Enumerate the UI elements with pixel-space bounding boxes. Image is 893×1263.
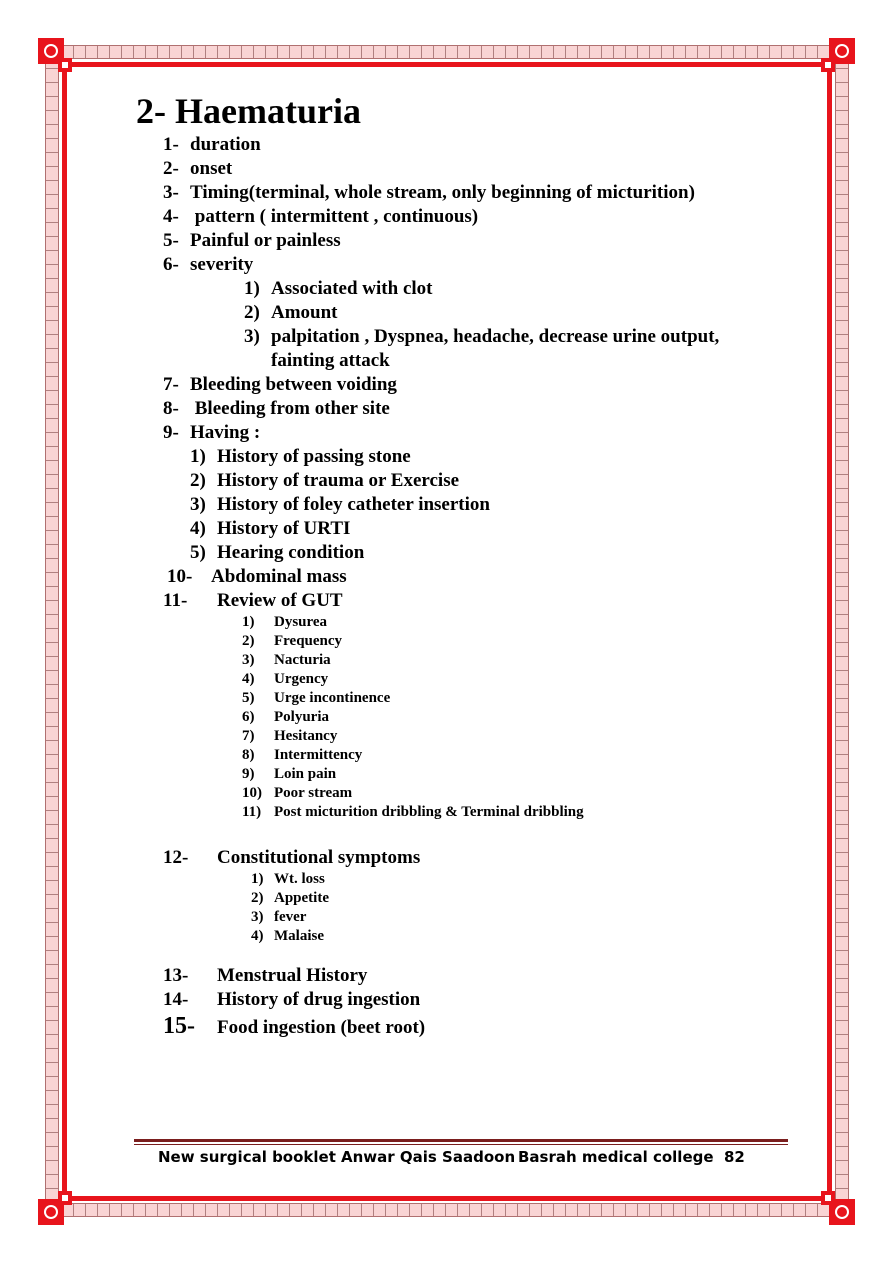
item-text: Hearing condition [217,542,365,563]
item-number: 4) [242,671,255,687]
item-text: duration [190,134,261,155]
sub-list-item [242,690,390,707]
item-text: Urge incontinence [274,690,391,706]
item-text: History of trauma or Exercise [217,470,460,491]
item-text: Malaise [274,928,324,944]
item-text: Frequency [274,633,343,649]
item-text: Abdominal mass [211,566,347,587]
list-item [163,989,420,1011]
item-number: 3) [244,326,260,347]
list-item [163,158,232,180]
item-number: 4- [163,206,179,227]
item-number: 3- [163,182,179,203]
item-number: 10- [167,566,193,587]
corner-ornament-bottom-left [36,1187,76,1227]
item-number: 3) [251,909,264,925]
item-number: 1- [163,134,179,155]
item-text: History of drug ingestion [217,989,421,1010]
item-number: 2) [244,302,260,323]
sub-list-item [242,633,342,650]
sub-list-item [242,766,336,783]
item-text: Poor stream [274,785,353,801]
item-text: Intermittency [274,747,363,763]
item-number: 1) [244,278,260,299]
item-number: 5) [242,690,255,706]
sub-list-item [251,871,325,888]
item-number: 1) [242,614,255,630]
item-text: Post micturition dribbling & Terminal dribbling [274,804,584,820]
item-text: Timing(terminal, whole stream, only beginning of micturition) [190,182,695,203]
item-number: 3) [190,494,206,515]
sub-list-item [244,350,390,372]
item-text: onset [190,158,233,179]
sub-list-item [244,278,432,300]
item-text: palpitation , Dyspnea, headache, decrease urine output, [271,326,720,347]
sub-list-item [244,326,719,348]
sub-list-item [190,470,459,492]
sub-list-item [242,614,327,631]
item-text: Painful or painless [190,230,341,251]
sub-list-item [244,302,338,324]
list-item [163,230,341,252]
item-number: 2) [190,470,206,491]
item-text: fainting attack [271,350,390,371]
item-text: Having : [190,422,261,443]
footer-booklet-name: New surgical booklet [158,1148,336,1166]
item-number: 7- [163,374,179,395]
list-item [163,182,695,204]
footer-author: Anwar Qais Saadoon [341,1148,516,1166]
item-number: 4) [251,928,264,944]
border-band-bottom [62,1203,832,1217]
item-text: History of passing stone [217,446,411,467]
item-text: fever [274,909,307,925]
sub-list-item [242,728,337,745]
border-band-right [835,62,849,1202]
corner-ornament-top-left [36,36,76,76]
border-line-top [62,62,832,67]
item-text: Associated with clot [271,278,433,299]
item-text: Polyuria [274,709,329,725]
item-number: 9- [163,422,179,443]
item-number: 4) [190,518,206,539]
item-number: 8) [242,747,255,763]
item-text: Food ingestion (beet root) [217,1017,426,1038]
item-number: 1) [251,871,264,887]
item-number: 2) [251,890,264,906]
sub-list-item [242,804,584,821]
list-item [167,566,347,588]
item-number: 6) [242,709,255,725]
item-number: 11) [242,804,262,820]
item-text: Nacturia [274,652,331,668]
border-band-top [62,45,832,59]
list-item [163,847,420,869]
item-text: Loin pain [274,766,337,782]
item-text: severity [190,254,254,275]
item-number: 1) [190,446,206,467]
corner-ornament-top-right [817,36,857,76]
item-number: 11- [163,590,188,611]
corner-ornament-bottom-right [817,1187,857,1227]
item-number: 13- [163,965,189,986]
item-number: 10) [242,785,262,801]
item-text: Urgency [274,671,329,687]
border-line-left [62,62,67,1201]
border-band-left [45,62,59,1202]
item-number: 3) [242,652,255,668]
footer-rule [134,1139,788,1142]
list-item [163,374,397,396]
item-text: History of foley catheter insertion [217,494,490,515]
item-number: 6- [163,254,179,275]
item-text: Hesitancy [274,728,338,744]
sub-list-item [190,542,364,564]
item-text: History of URTI [217,518,351,539]
item-number: 12- [163,847,189,868]
item-text: Constitutional symptoms [217,847,421,868]
sub-list-item [251,928,324,945]
list-item [163,1013,425,1040]
item-number: 5) [190,542,206,563]
border-line-bottom [62,1196,832,1201]
sub-list-item [242,785,352,802]
footer-college: Basrah medical college [518,1148,714,1166]
border-line-right [827,62,832,1201]
footer-page-number: 82 [724,1148,745,1166]
list-item [163,965,367,987]
item-number: 2- [163,158,179,179]
sub-list-item [251,909,306,926]
item-text: Bleeding between voiding [190,374,397,395]
list-item [163,398,390,420]
sub-list-item [190,446,411,468]
item-number: 8- [163,398,179,419]
item-text: Wt. loss [274,871,325,887]
sub-list-item [251,890,329,907]
item-number: 5- [163,230,179,251]
list-item [163,254,253,276]
footer-rule-thin [134,1144,788,1145]
list-item [163,590,343,612]
item-text: Bleeding from other site [190,398,390,419]
sub-list-item [242,747,362,764]
item-number: 2) [242,633,255,649]
item-number: 9) [242,766,255,782]
list-item [163,206,478,228]
item-text: Appetite [274,890,329,906]
sub-list-item [190,494,490,516]
item-text: Amount [271,302,338,323]
page-title: 2- Haematuria [136,91,361,131]
item-number: 7) [242,728,255,744]
item-text: Review of GUT [217,590,343,611]
sub-list-item [242,652,331,669]
list-item [163,134,261,156]
item-number: 15- [163,1013,195,1039]
list-item [163,422,260,444]
sub-list-item [190,518,350,540]
item-text: pattern ( intermittent , continuous) [190,206,479,227]
sub-list-item [242,671,328,688]
item-number: 14- [163,989,189,1010]
sub-list-item [242,709,329,726]
item-text: Menstrual History [217,965,368,986]
item-text: Dysurea [274,614,328,630]
